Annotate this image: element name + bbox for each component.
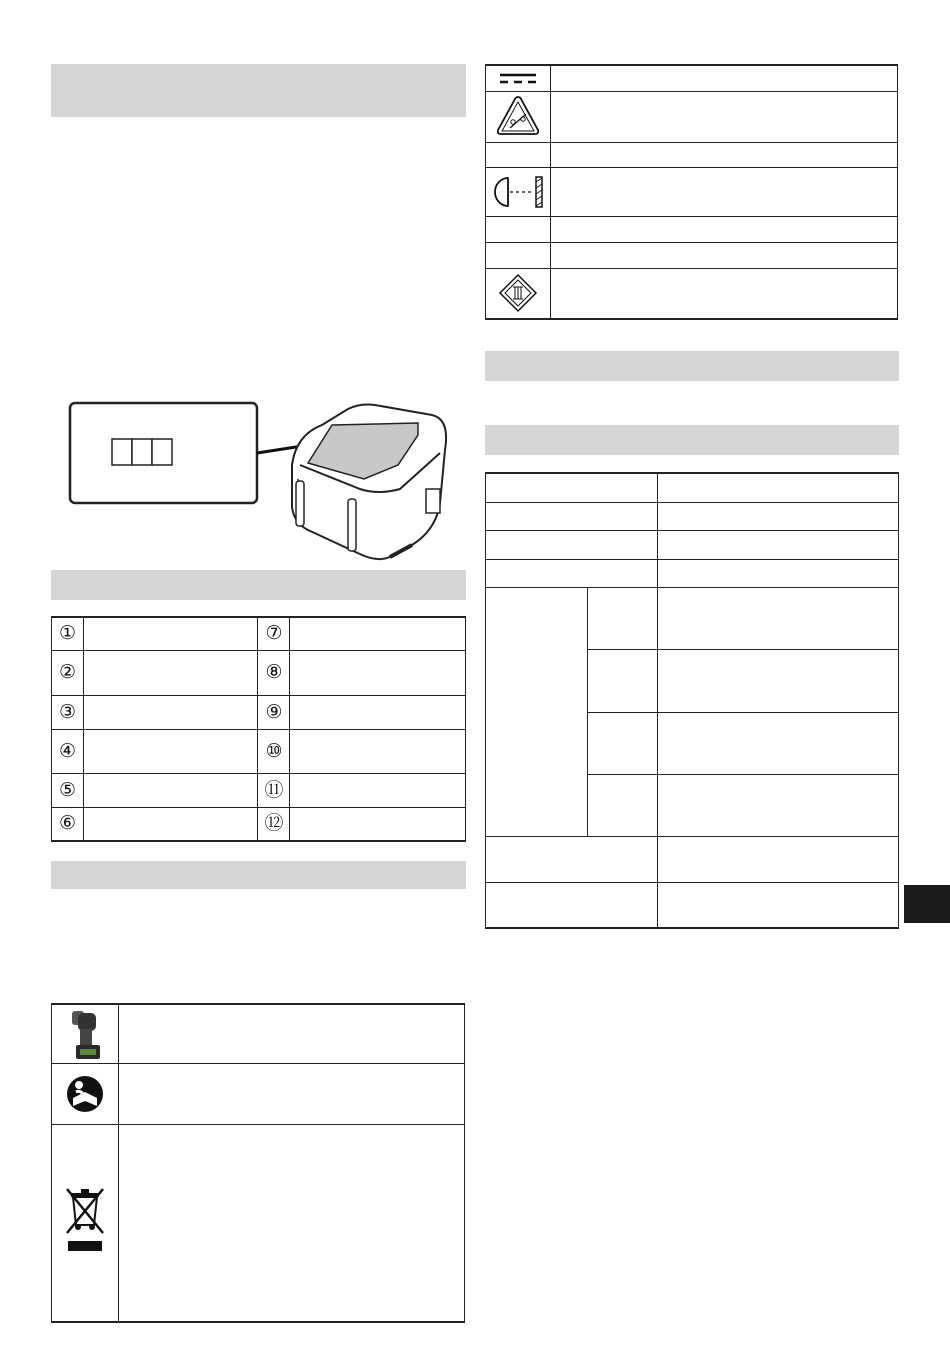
part-name-12 (290, 807, 466, 841)
part-number-5: ⑤ (52, 773, 84, 807)
spec-label-4 (486, 559, 658, 587)
part-number-12: ⑫ (258, 807, 290, 841)
specifications-table (485, 472, 899, 929)
weee-crossed-bin-icon (52, 1125, 118, 1321)
direct-current-icon (486, 66, 550, 91)
manual-icon-cell (52, 1064, 119, 1125)
spec-sub-label-3 (587, 712, 657, 774)
lens-distance-icon (486, 168, 550, 216)
part-number-7: ⑦ (258, 617, 290, 650)
do-not-look-into-light-icon (486, 92, 550, 142)
spec-value-6 (657, 882, 898, 928)
spec-value-5 (657, 836, 898, 882)
spec-value-1 (657, 473, 898, 502)
battery-label-illustration (60, 395, 470, 570)
part-number-11: ⑪ (258, 773, 290, 807)
symbol-row-5-icon-cell (486, 217, 551, 243)
part-name-8 (290, 650, 466, 695)
part-number-9: ⑨ (258, 695, 290, 729)
right-section-header-bar-2 (485, 425, 899, 455)
spec-group-label (486, 587, 588, 836)
symbol-row-3-description (551, 143, 898, 168)
right-symbols-table (485, 64, 898, 320)
parts-section-header-bar (51, 570, 466, 600)
class-iii-diamond-icon (486, 269, 550, 318)
part-number-4: ④ (52, 729, 84, 773)
symbol-row-3-icon-cell (486, 143, 551, 168)
parts-table (51, 616, 466, 842)
dc-description (551, 65, 898, 92)
part-name-4 (83, 729, 258, 773)
symbols-section-header-bar (51, 861, 466, 889)
serial-digit-box-2 (132, 439, 152, 465)
read-manual-icon (52, 1064, 118, 1124)
light-warning-description (551, 92, 898, 143)
spec-label-6 (486, 882, 658, 928)
part-name-6 (83, 807, 258, 841)
class-iii-description (551, 269, 898, 320)
part-number-8: ⑧ (258, 650, 290, 695)
weee-description (119, 1125, 465, 1323)
spec-label-3 (486, 530, 658, 559)
spec-sub-label-4 (587, 774, 657, 836)
spec-sub-label-2 (587, 649, 657, 712)
class-iii-icon-cell (486, 269, 551, 320)
spec-value-3 (657, 530, 898, 559)
part-name-5 (83, 773, 258, 807)
spec-value-2 (657, 502, 898, 530)
part-name-3 (83, 695, 258, 729)
dc-icon-cell (486, 65, 551, 92)
spec-label-1 (486, 473, 658, 502)
part-name-9 (290, 695, 466, 729)
top-section-header-bar (51, 64, 466, 117)
language-thumb-tab (904, 885, 950, 923)
serial-digit-box-1 (112, 439, 132, 465)
weee-icon-cell (52, 1125, 119, 1323)
symbol-row-6-description (551, 243, 898, 269)
part-name-1 (83, 617, 258, 650)
part-number-2: ② (52, 650, 84, 695)
serial-digit-box-3 (152, 439, 172, 465)
light-warning-icon-cell (486, 92, 551, 143)
cordless-drill-icon (52, 1005, 118, 1063)
lens-distance-description (551, 168, 898, 217)
part-number-3: ③ (52, 695, 84, 729)
spec-value-4 (657, 559, 898, 587)
part-name-2 (83, 650, 258, 695)
symbol-row-6-icon-cell (486, 243, 551, 269)
spec-sub-value-1 (657, 587, 898, 649)
part-name-11 (290, 773, 466, 807)
spec-sub-value-3 (657, 712, 898, 774)
part-number-10: ⑩ (258, 729, 290, 773)
manual-description (119, 1064, 465, 1125)
drill-description (119, 1004, 465, 1064)
right-section-header-bar-1 (485, 351, 899, 381)
drill-icon-cell (52, 1004, 119, 1064)
part-name-7 (290, 617, 466, 650)
part-number-6: ⑥ (52, 807, 84, 841)
lens-distance-icon-cell (486, 168, 551, 217)
spec-sub-value-4 (657, 774, 898, 836)
part-name-10 (290, 729, 466, 773)
spec-label-5 (486, 836, 658, 882)
spec-sub-value-2 (657, 649, 898, 712)
part-number-1: ① (52, 617, 84, 650)
left-symbols-table (51, 1003, 465, 1323)
spec-sub-label-1 (587, 587, 657, 649)
spec-label-2 (486, 502, 658, 530)
symbol-row-5-description (551, 217, 898, 243)
